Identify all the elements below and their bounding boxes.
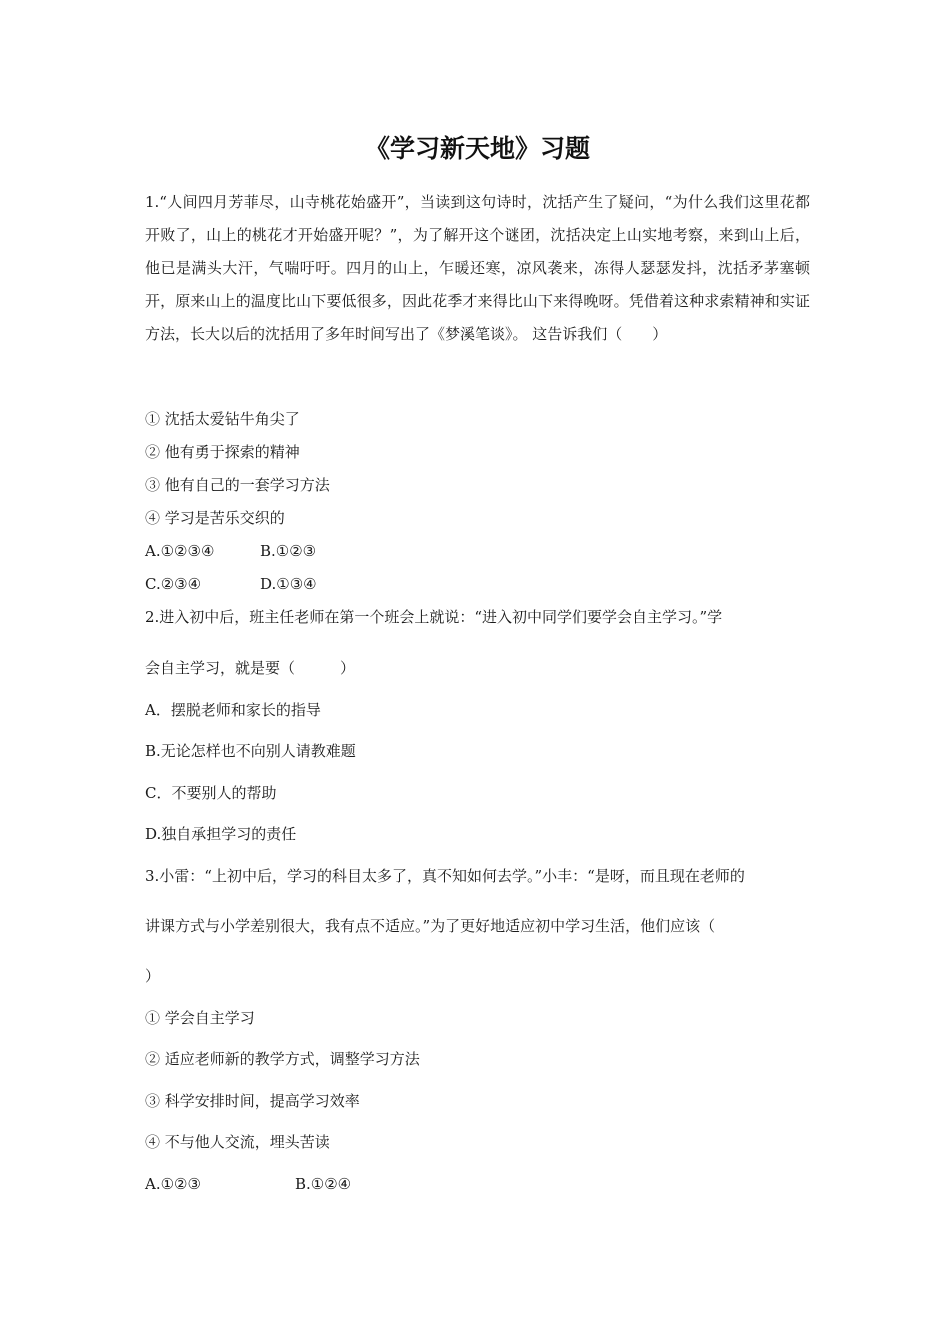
q2-option-b: B.无论怎样也不向别人请教难题: [145, 742, 356, 760]
q2-option-a: A．摆脱老师和家长的指导: [145, 701, 321, 719]
q3-item-1: ① 学会自主学习: [145, 1009, 255, 1027]
q1-choice-c: C.②③④: [145, 575, 202, 593]
q3-item-4: ④ 不与他人交流，埋头苦读: [145, 1133, 330, 1151]
q1-choice-b: B.①②③: [260, 542, 317, 560]
q3-stem-line-2: 讲课方式与小学差别很大，我有点不适应。”为了更好地适应初中学习生活，他们应该（: [145, 917, 716, 935]
q2-stem-line-1: 2.进入初中后，班主任老师在第一个班会上就说：“进入初中同学们要学会自主学习。”学: [145, 608, 723, 626]
q3-choice-row-1: [145, 1174, 352, 1194]
q1-choice-d: D.①③④: [260, 575, 317, 593]
q1-item-1: ① 沈括太爱钻牛角尖了: [145, 410, 300, 428]
q1-choice-row-2: [145, 574, 317, 594]
q3-choice-a: A.①②③: [145, 1175, 201, 1193]
q2-option-c: C．不要别人的帮助: [145, 784, 277, 802]
q3-stem-line-1: 3.小雷：“上初中后，学习的科目太多了，真不知如何去学。”小丰：“是呀，而且现在老师的: [145, 867, 745, 885]
q1-item-3: ③ 他有自己的一套学习方法: [145, 476, 330, 494]
q1-item-4: ④ 学习是苦乐交织的: [145, 509, 285, 527]
q1-choice-a: A.①②③④: [145, 542, 215, 560]
document-title: 《学习新天地》习题: [364, 134, 590, 163]
q1-choice-row-1: [145, 541, 317, 561]
q1-item-2: ② 他有勇于探索的精神: [145, 443, 300, 461]
q3-item-3: ③ 科学安排时间，提高学习效率: [145, 1092, 360, 1110]
q3-choice-b: B.①②④: [295, 1175, 352, 1193]
q1-stem: 1.“人间四月芳菲尽，山寺桃花始盛开”，当读到这句诗时，沈括产生了疑问，“为什么我们这里花都开败了，山上的桃花才开始盛开呢？”，为了解开这个谜团，沈括决定上山实地考察，来到山上后，他已是满头大汗，气喘吁吁。四月的山上，乍暖还寒，凉风袭来，冻得人瑟瑟发抖，沈括矛茅塞顿开，原来山上的温度比山下要低很多，因此花季才来得比山下来得晚呀。凭借着这种求索精神和实证方法，长大以后的沈括用了多年时间写出了《梦溪笔谈》。 这告诉我们（ ）: [145, 193, 810, 343]
q2-option-d: D.独自承担学习的责任: [145, 825, 297, 843]
q2-stem-line-2: 会自主学习，就是要（ ）: [145, 659, 356, 677]
q3-item-2: ② 适应老师新的教学方式，调整学习方法: [145, 1050, 420, 1068]
q3-stem-line-3: ）: [145, 967, 161, 985]
